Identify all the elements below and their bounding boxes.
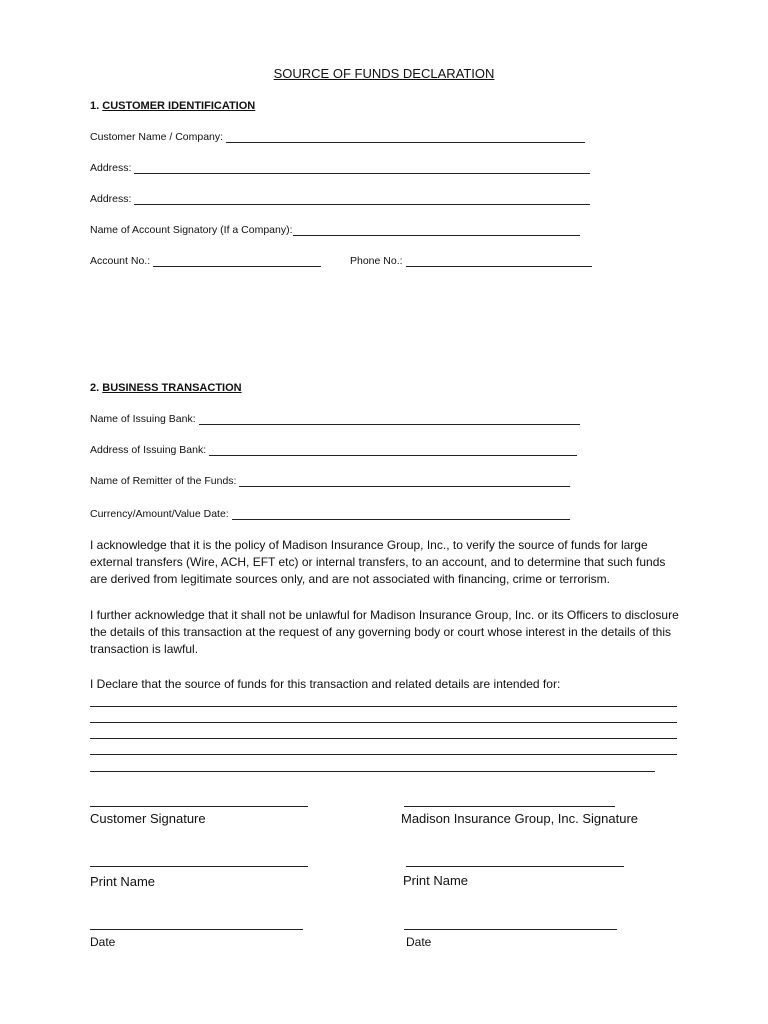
date-right-label: Date <box>406 935 432 949</box>
section-1-title: CUSTOMER IDENTIFICATION <box>102 100 256 112</box>
phone-no-field[interactable] <box>350 255 592 267</box>
address-1-field[interactable] <box>90 162 590 174</box>
phone-no-blank[interactable] <box>406 257 592 267</box>
print-name-right-label: Print Name <box>403 873 469 888</box>
print-name-right-line[interactable] <box>406 866 624 867</box>
company-signature-label: Madison Insurance Group, Inc. Signature <box>401 811 639 826</box>
print-name-left-line[interactable] <box>90 866 308 867</box>
address-2-field[interactable] <box>90 193 590 205</box>
address-2-blank[interactable] <box>134 195 590 205</box>
customer-name-field[interactable] <box>90 131 585 143</box>
remitter-label: Name of Remitter of the Funds: <box>90 475 237 487</box>
issuing-bank-address-field[interactable] <box>90 444 577 456</box>
declaration-line[interactable] <box>90 738 677 739</box>
currency-label: Currency/Amount/Value Date: <box>90 508 229 520</box>
signatory-field[interactable] <box>90 224 580 236</box>
issuing-bank-field[interactable] <box>90 413 580 425</box>
issuing-bank-label: Name of Issuing Bank: <box>90 413 196 425</box>
account-no-blank[interactable] <box>153 257 321 267</box>
currency-blank[interactable] <box>232 510 570 520</box>
customer-name-blank[interactable] <box>226 133 585 143</box>
section-1-number: 1. <box>90 100 100 112</box>
customer-signature-line[interactable] <box>90 806 308 807</box>
print-name-left-label: Print Name <box>90 874 156 889</box>
customer-signature-label: Customer Signature <box>90 811 206 826</box>
issuing-bank-address-label: Address of Issuing Bank: <box>90 444 207 456</box>
signatory-label: Name of Account Signatory (If a Company): <box>90 224 293 236</box>
currency-field[interactable] <box>90 508 570 520</box>
declaration-line[interactable] <box>90 706 677 707</box>
issuing-bank-blank[interactable] <box>199 415 580 425</box>
acknowledgement-paragraph-1: I acknowledge that it is the policy of Madison Insurance Group, Inc., to verify the source of funds for large external transfers (Wire, ACH, EFT etc) or internal transfers, to an account, and to determine that such funds are derived from legitimate sources only, and are not associated with financing, crime or terrorism. <box>90 538 666 586</box>
section-1-heading <box>90 100 255 112</box>
section-2-title: BUSINESS TRANSACTION <box>102 382 242 394</box>
customer-name-label: Customer Name / Company: <box>90 131 224 143</box>
company-signature-line[interactable] <box>404 806 615 807</box>
declaration-statement: I Declare that the source of funds for this transaction and related details are intended for: <box>90 677 561 691</box>
phone-no-label: Phone No.: <box>350 255 403 267</box>
date-right-line[interactable] <box>404 929 617 930</box>
date-left-line[interactable] <box>90 929 303 930</box>
acknowledgement-paragraph-2: I further acknowledge that it shall not be unlawful for Madison Insurance Group, Inc. or its Officers to disclosure the details of this transaction at the request of any governing body or court whose interest in the details of this transaction is lawful. <box>90 608 679 656</box>
remitter-blank[interactable] <box>239 477 570 487</box>
address-1-label: Address: <box>90 162 132 174</box>
account-no-field[interactable] <box>90 255 321 267</box>
remitter-field[interactable] <box>90 475 570 487</box>
issuing-bank-address-blank[interactable] <box>209 446 577 456</box>
declaration-line[interactable] <box>90 722 677 723</box>
date-left-label: Date <box>90 935 116 949</box>
document-title: SOURCE OF FUNDS DECLARATION <box>273 66 495 81</box>
section-2-heading <box>90 382 242 394</box>
declaration-line[interactable] <box>90 771 655 772</box>
address-1-blank[interactable] <box>134 164 590 174</box>
declaration-line[interactable] <box>90 754 677 755</box>
address-2-label: Address: <box>90 193 132 205</box>
signatory-blank[interactable] <box>293 226 580 236</box>
section-2-number: 2. <box>90 382 100 394</box>
account-no-label: Account No.: <box>90 255 151 267</box>
